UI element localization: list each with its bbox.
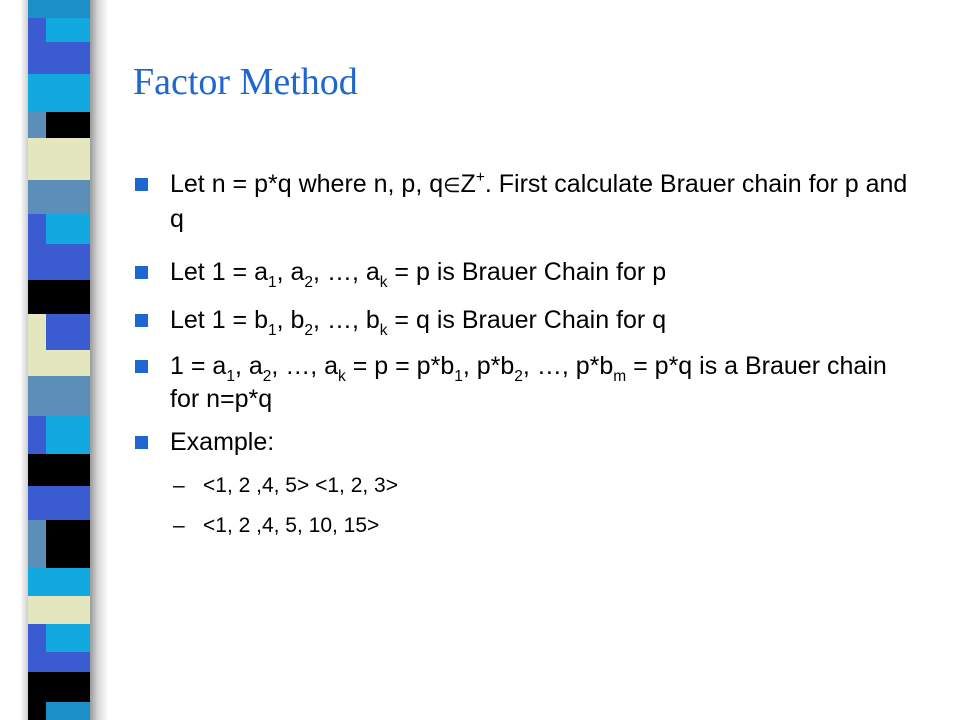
band-stripe bbox=[28, 42, 90, 74]
text-segment: , a bbox=[276, 258, 305, 286]
bullet-text bbox=[170, 426, 920, 459]
text-segment: = p*q is a Brauer chain for n=p*q bbox=[170, 352, 887, 413]
band-stripe bbox=[28, 314, 90, 350]
dash-bullet-icon: – bbox=[173, 474, 185, 497]
text-segment: Z bbox=[460, 170, 476, 198]
band-stripe bbox=[28, 672, 90, 702]
band-stripe bbox=[28, 596, 90, 624]
band-stripe-accent bbox=[28, 314, 46, 350]
text-segment: , …, a bbox=[271, 352, 339, 380]
text-segment: 2 bbox=[262, 367, 272, 385]
band-stripe-accent bbox=[28, 18, 46, 42]
text-segment: 1 bbox=[226, 367, 235, 385]
text-segment: 1 = a bbox=[170, 352, 227, 380]
band-stripe bbox=[28, 280, 90, 314]
text-segment: m bbox=[613, 367, 627, 385]
text-segment: 2 bbox=[304, 273, 314, 291]
text-segment: 1 bbox=[268, 273, 277, 291]
text-segment: + bbox=[475, 168, 485, 186]
band-stripe bbox=[28, 376, 90, 416]
band-stripe bbox=[28, 244, 90, 280]
band-stripe bbox=[28, 416, 90, 454]
band-stripe bbox=[28, 624, 90, 652]
text-segment: ∈ bbox=[443, 175, 461, 197]
band-stripe-accent bbox=[28, 112, 46, 138]
text-segment: Example: bbox=[170, 428, 275, 456]
band-stripe bbox=[28, 214, 90, 244]
band-stripe-accent bbox=[28, 624, 46, 652]
text-segment: , b bbox=[276, 306, 305, 334]
text-segment: k bbox=[379, 273, 388, 291]
square-bullet-icon bbox=[135, 178, 148, 191]
text-segment: k bbox=[379, 321, 388, 339]
text-segment: = p = p*b bbox=[345, 352, 455, 380]
band-shadow bbox=[90, 0, 108, 720]
text-segment: = q is Brauer Chain for q bbox=[387, 306, 667, 334]
text-segment: Let 1 = b bbox=[170, 306, 268, 334]
band-stripe bbox=[28, 180, 90, 214]
text-segment: , p*b bbox=[462, 352, 515, 380]
sub-bullet-item bbox=[173, 512, 379, 540]
band-stripe-accent bbox=[28, 520, 46, 568]
band-stripe bbox=[28, 454, 90, 486]
text-segment: , a bbox=[234, 352, 263, 380]
band-stripe bbox=[28, 520, 90, 568]
text-segment: Let n = p*q where n, p, q bbox=[170, 170, 444, 198]
band-stripe-accent bbox=[28, 214, 46, 244]
bullet-text bbox=[170, 304, 920, 337]
text-segment: 2 bbox=[514, 367, 523, 385]
band-stripe bbox=[28, 702, 90, 720]
bullet-text bbox=[170, 168, 920, 236]
square-bullet-icon bbox=[135, 266, 148, 279]
band-shadow-left bbox=[20, 0, 28, 720]
text-segment: 2 bbox=[304, 321, 314, 339]
band-stripe bbox=[28, 18, 90, 42]
text-segment: 1 bbox=[454, 367, 463, 385]
band-stripe bbox=[28, 0, 90, 18]
band-stripe-accent bbox=[28, 416, 46, 454]
band-stripe-accent bbox=[28, 702, 46, 720]
text-segment: k bbox=[338, 367, 346, 385]
slide-title: Factor Method bbox=[133, 61, 358, 103]
bullet-text bbox=[170, 350, 920, 416]
dash-bullet-icon: – bbox=[173, 514, 185, 537]
band-stripe bbox=[28, 568, 90, 596]
band-stripe bbox=[28, 112, 90, 138]
text-segment: , …, p*b bbox=[522, 352, 614, 380]
text-segment: Let 1 = a bbox=[170, 258, 268, 286]
square-bullet-icon bbox=[135, 360, 148, 373]
text-segment: = p is Brauer Chain for p bbox=[387, 258, 667, 286]
text-segment: . First calculate Brauer chain for p and q bbox=[170, 170, 908, 233]
text-segment: , …, a bbox=[313, 258, 380, 286]
band-stripe bbox=[28, 74, 90, 112]
bullet-text bbox=[170, 256, 920, 289]
sub-bullet-text: <1, 2 ,4, 5> <1, 2, 3> bbox=[203, 474, 398, 497]
square-bullet-icon bbox=[135, 314, 148, 327]
decorative-stripe-band bbox=[28, 0, 90, 720]
sub-bullet-text: <1, 2 ,4, 5, 10, 15> bbox=[203, 514, 380, 537]
text-segment: , …, b bbox=[313, 306, 380, 334]
square-bullet-icon bbox=[135, 436, 148, 449]
band-stripe bbox=[28, 652, 90, 672]
band-stripe bbox=[28, 350, 90, 376]
sub-bullet-item bbox=[173, 472, 398, 500]
band-stripe bbox=[28, 486, 90, 520]
text-segment: 1 bbox=[268, 321, 277, 339]
band-stripe bbox=[28, 138, 90, 180]
